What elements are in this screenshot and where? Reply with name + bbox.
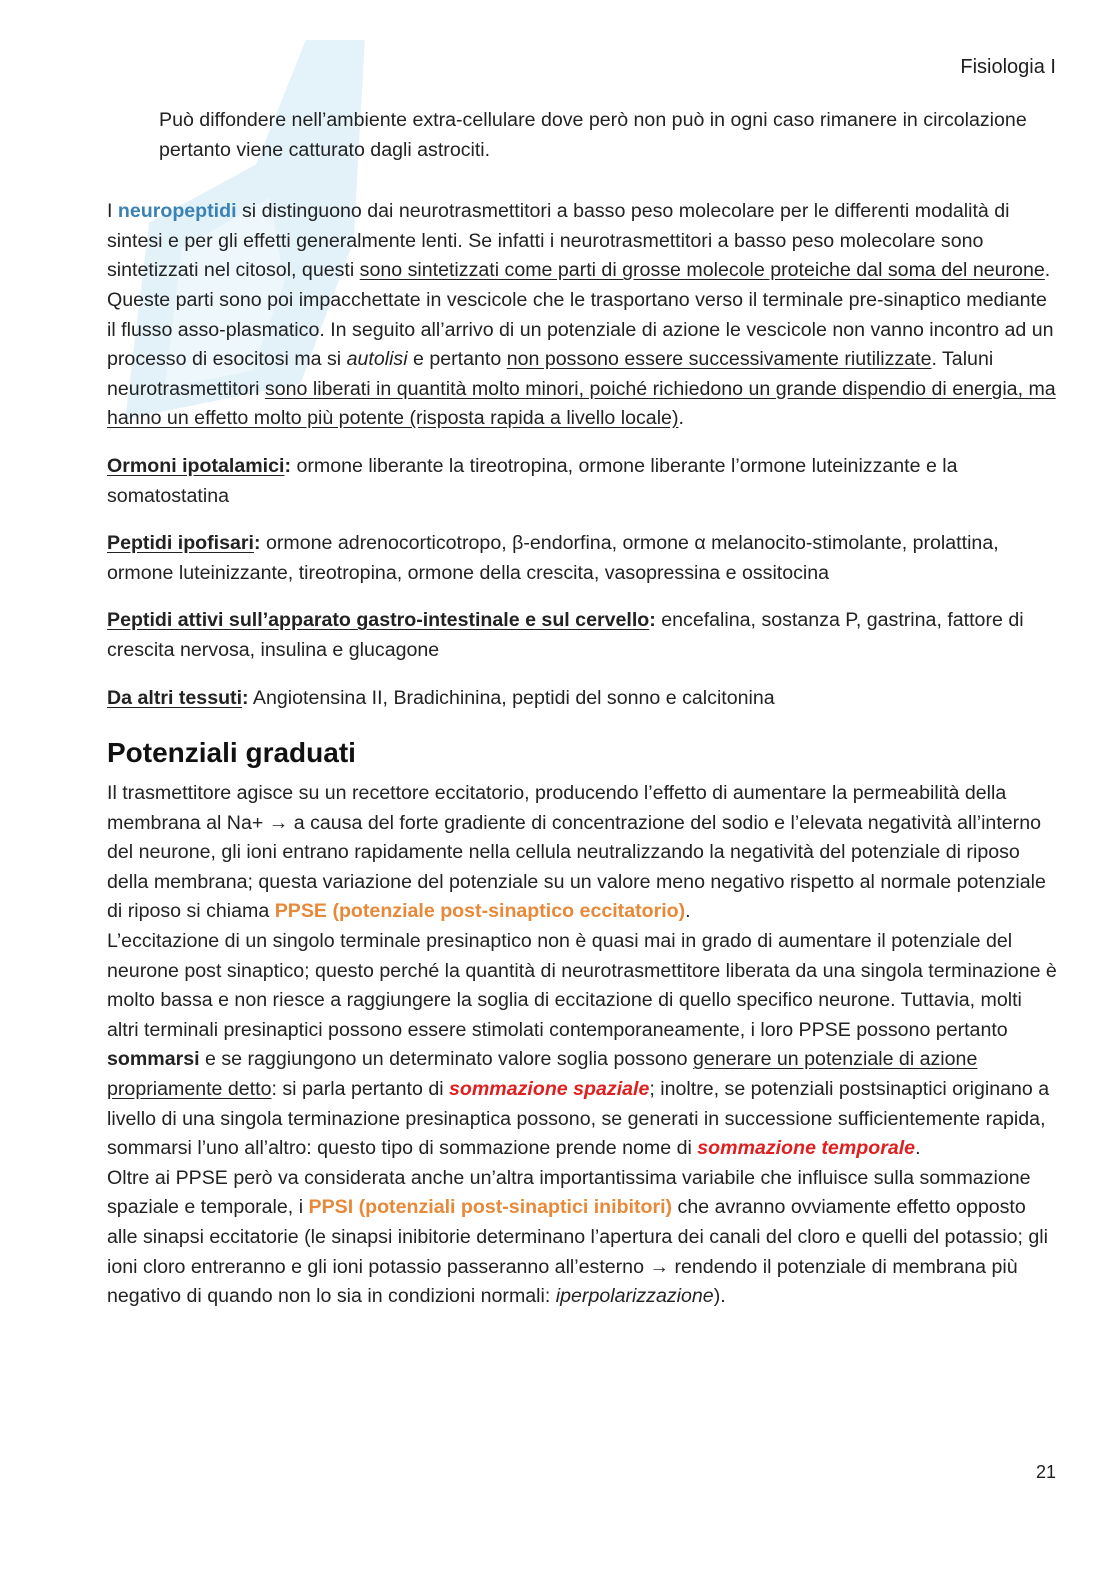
category-peptidi-gastro: Peptidi attivi sull’apparato gastro-intestinale e sul cervello: encefalina, sostanza P, gastrina, fattore di crescita nervosa, insulina e glucagone xyxy=(107,609,1024,661)
paragraph-neuropeptidi: I neuropeptidi si distinguono dai neurotrasmettitori a basso peso molecolare per le differenti modalità di sintesi e per gli effetti generalmente lenti. Se infatti i neurotrasmettitori a basso peso molecolare sono sintetizzati nel citosol, questi sono sintetizzati come parti di grosse molecole proteiche dal soma del neurone. Queste parti sono poi impacchettate in vescicole che le trasportano verso il terminale pre-sinaptico mediante il flusso asso-plasmatico. In seguito all’arrivo di un potenziale di azione le vescicole non vanno incontro ad un processo di esocitosi ma si autolisi e pertanto non possono essere successivamente riutilizzate. Taluni neurotrasmettitori sono liberati in quantità molto minori, poiché richiedono un grande dispendio di energia, ma hanno un effetto molto più potente (risposta rapida a livello locale). xyxy=(107,200,1056,430)
category-text: encefalina, sostanza P, gastrina, fattore di crescita nervosa, insulina e glucagone xyxy=(107,609,1024,661)
bold-term: sommarsi xyxy=(107,1048,200,1071)
underlined-phrase: sono liberati in quantità molto minori, poiché richiedono un grande dispendio di energia, ma hanno un effetto molto più potente (risposta rapida a livello locale) xyxy=(107,377,1056,430)
underlined-phrase: non possono essere successivamente riutilizzate xyxy=(506,348,932,371)
category-label: Da altri tessuti xyxy=(107,686,243,709)
underlined-phrase: sono sintetizzati come parti di grosse molecole proteiche dal soma del neurone xyxy=(359,259,1045,282)
section-heading: Potenziali graduati xyxy=(107,737,356,769)
category-label: Peptidi attivi sull’apparato gastro-intestinale e sul cervello xyxy=(107,609,650,632)
keyword-sommazione-spaziale: sommazione spaziale xyxy=(449,1078,650,1101)
category-text: ormone liberante la tireotropina, ormone liberante l’ormone luteinizzante e la somatostatina xyxy=(107,454,958,507)
category-label: Peptidi ipofisari xyxy=(107,532,254,555)
arrow-icon: → xyxy=(649,1255,670,1278)
underlined-phrase: generare un potenziale di azione propriamente detto xyxy=(107,1048,978,1101)
category-ormoni-ipotalamici: Ormoni ipotalamici: ormone liberante la tireotropina, ormone liberante l’ormone luteinizzante e la somatostatina xyxy=(107,454,958,507)
category-text: Angiotensina II, Bradichinina, peptidi del sonno e calcitonina xyxy=(248,686,775,709)
page-header-title: Fisiologia I xyxy=(960,56,1056,78)
paragraph-astrocyte: Può diffondere nell’ambiente extra-cellulare dove però non può in ogni caso rimanere in circolazione pertanto viene catturato dagli astrociti. xyxy=(159,109,1027,161)
document-body xyxy=(107,106,1057,1312)
category-label: Ormoni ipotalamici xyxy=(107,454,285,477)
keyword-ppse: PPSE (potenziale post-sinaptico eccitatorio) xyxy=(274,900,686,923)
keyword-sommazione-temporale: sommazione temporale xyxy=(697,1137,916,1160)
category-peptidi-ipofisari: Peptidi ipofisari: ormone adrenocorticotropo, β-endorfina, ormone α melanocito-stimolante, prolattina, ormone luteinizzante, tireotropina, ormone della crescita, vasopressina e ossitocina xyxy=(107,532,999,584)
arrow-icon: → xyxy=(268,811,289,834)
category-text: ormone adrenocorticotropo, β-endorfina, ormone α melanocito-stimolante, prolattina, ormone luteinizzante, tireotropina, ormone della crescita, vasopressina e ossitocina xyxy=(107,532,999,584)
category-altri-tessuti: Da altri tessuti: Angiotensina II, Bradichinina, peptidi del sonno e calcitonina xyxy=(107,686,775,709)
paragraph-ppse: Il trasmettitore agisce su un recettore eccitatorio, producendo l’effetto di aumentare la permeabilità della membrana al Na+ → a causa del forte gradiente di concentrazione del sodio e l’elevata negatività all’interno del neurone, gli ioni entrano rapidamente nella cellula neutralizzando la negatività del potenziale di riposo della membrana; questa variazione del potenziale su un valore meno negativo rispetto al normale potenziale di riposo si chiama PPSE (potenziale post-sinaptico eccitatorio). L’eccitazione di un singolo terminale presinaptico non è quasi mai in grado di aumentare il potenziale del neurone post sinaptico; questo perché la quantità di neurotrasmettitore liberata da una singola terminazione è molto bassa e non riesce a raggiungere la soglia di eccitazione di quello specifico neurone. Tuttavia, molti altri terminali presinaptici possono essere stimolati contemporaneamente, i loro PPSE possono pertanto sommarsi e se raggiungono un determinato valore soglia possono generare un potenziale di azione propriamente detto: si parla pertanto di sommazione spaziale; inoltre, se potenziali postsinaptici originano a livello di una singola terminazione presinaptica possono, se generati in successione sufficientemente rapida, sommarsi l’uno all’altro: questo tipo di sommazione prende nome di sommazione temporale. Oltre ai PPSE però va considerata anche un’altra importantissima variabile che influisce sulla sommazione spaziale e temporale, i PPSI (potenziali post-sinaptici inibitori) che avranno ovviamente effetto opposto alle sinapsi eccitatorie (le sinapsi inibitorie determinano l’apertura dei canali del cloro e quelli del potassio; gli ioni cloro entreranno e gli ioni potassio passeranno all’esterno → rendendo il potenziale di membrana più negativo di quando non lo sia in condizioni normali: iperpolarizzazione). xyxy=(107,782,1057,1308)
italic-term: autolisi xyxy=(346,348,408,371)
page-number: 21 xyxy=(1035,1462,1056,1482)
keyword-ppsi: PPSI (potenziali post-sinaptici inibitori) xyxy=(308,1196,673,1219)
keyword-neuropeptidi: neuropeptidi xyxy=(117,200,237,223)
italic-term: iperpolarizzazione xyxy=(555,1285,714,1308)
